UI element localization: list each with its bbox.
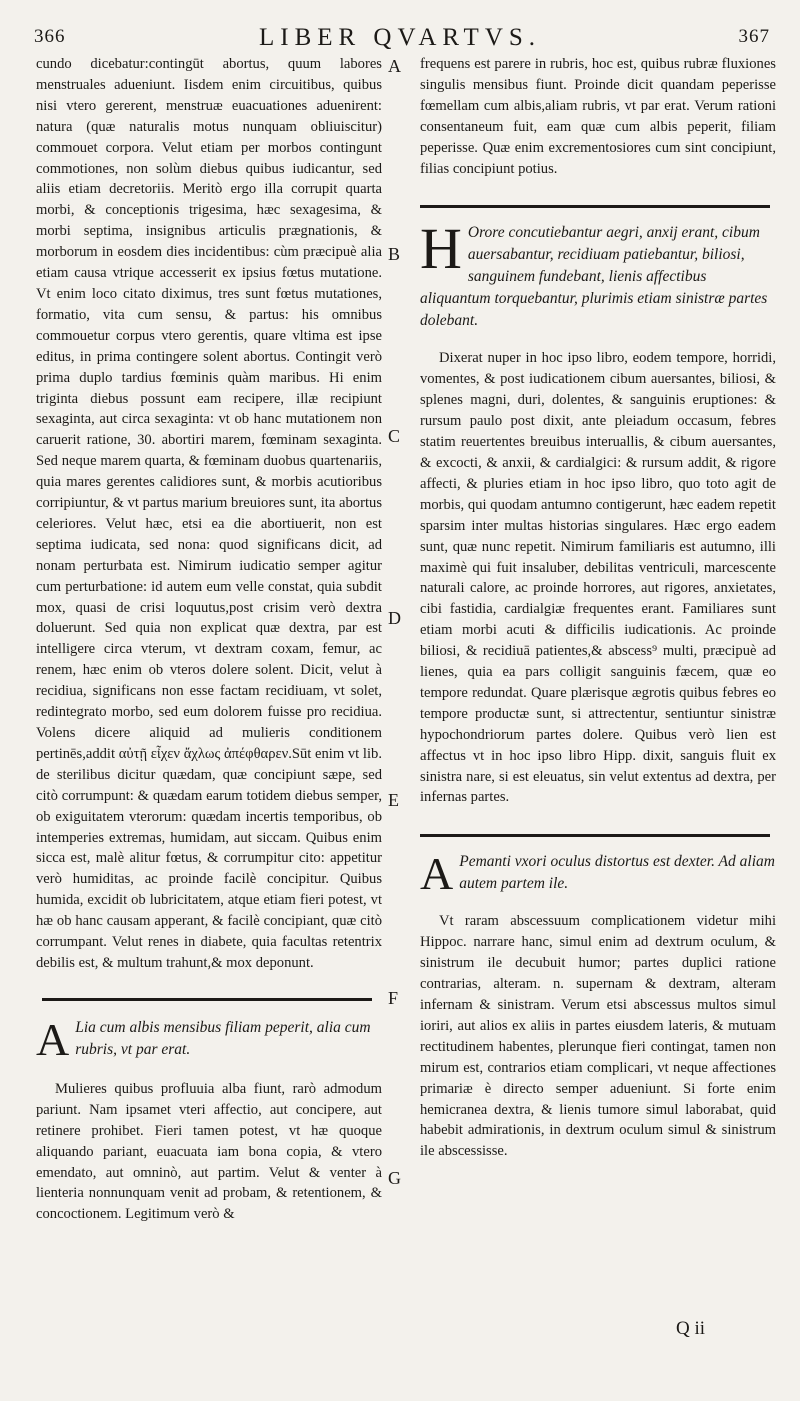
margin-marker-b: B: [388, 244, 401, 264]
drop-cap: A: [420, 848, 454, 900]
margin-marker-g: G: [388, 1168, 401, 1188]
section-divider-right-2: [420, 834, 770, 837]
right-page-number: 367: [738, 26, 770, 47]
heading-text: Orore concutiebantur aegri, anxij erant, cibum auersabantur, recidiuam patiebantur, biliosi, sanguinem fundebant, lienis affectibus aliquantum torquebantur, plurimis etiam sinistræ partes dolebant.: [420, 224, 768, 330]
right-column: [420, 54, 776, 1162]
running-title: LIBER QVARTVS.: [258, 24, 542, 51]
heading-apemanti: [420, 848, 776, 900]
left-page-number: 366: [34, 26, 66, 47]
left-paragraph-1: cundo dicebatur:contingūt abortus, quum labores menstruales adueniunt. Iisdem enim circuitibus, quibus nisi vtero gererent, menstruæ euacuationes aduenirent: natura (quæ naturalis motus nunquam obliuiscitur) commouet corpora. Velut etiam per morbos contingunt commotiones, non solùm diebus quibus iudicantur, sed aliis etiam decretoriis. Meritò ergo illa corrupit quarta morbi, & conceptionis trigesima, hæc sexagesima, & morbi septima, insignibus articulis prægnationis, & morborum in eosdem dies incidentibus: cùm præcipuè alia etiam causa vtrique accesserit ex ipsius fœtus mutatione. Vt enim loco citato diximus, tres sunt fœtus mutationes, formatio, vita cum sensu, & partus: his omnibus commouetur corpus vtero gerentis, quare vltima est ipse editus, in prima contingere solent abortus. Contingit verò prima duplo tardius fœminis quàm maribus. Hi enim triginta diebus possunt eam recipere, illæ recipiunt sexaginta, aut circa sexaginta: vt ob hanc mutationem non caruerit ratione, 30. abortiri marem, fœminam sexaginta. Sed neque marem quarta, & fœminam duobus quartenariis, quia mares gerentes calidiores sunt, & morbis acutioribus corripiuntur, & vt partus marium breuiores sunt, ita abortus celeriores. Velut hæc, etsi ea die abortiuerit, non est septima iudicata, sed nona: quod significans dicit, ad nonam perturbata est. Nimirum iudicatio semper agitur cum perturbatione: id autem eum velle constat, quia subdit mox, quasi de crisi loquutus,post crisim verò dextra doluerunt. Sed quia non explicat quæ dextra, par est intelligere circa vterum, vt dextram coxam, femur, ac renem, hæc enim ob vteros dolere solent. Dicit, velut à recidiua, significans non esse factam recidiuam, vt solet, redintegrato morbo, sed eum dolorem fuisse pro recidiua. Volens dicere aliquid ad mulieris conditionem pertinēs,addit αὐτῇ εἶχεν ἄχλως ἀπέφθαρεν.Sūt enim vt lib. de sterilibus dicitur quædam, quæ concipiunt sæpe, sed citò corrumpunt: & quædam earum totidem diebus semper, ob exiguitatem vterorum: quædam incertis temporibus, ob intemperies extremas, humidam, aut siccam. Quibus enim sicca est, malè alitur fœtus, & corrumpitur cito: appetitur verò humiditas, ac proinde facilè concipitur. Quibus humida, excidit ob lubricitatem, atque etiam fieri potest, vt hæ ob hanc causam apperant, & facilè concipiant, quæ citò corrumpant. Velut renes in diabete, quia facultas retentrix debilis est, & multum trahunt,& mox deponunt.: [36, 56, 382, 971]
margin-marker-e: E: [388, 790, 399, 810]
left-paragraph-2: Mulieres quibus profluuia alba fiunt, rarò admodum pariunt. Nam ipsamet vteri affectio, aut concipere, aut retinere prohibet. Fieri tamen potest, vt hæ quoque aliquando pariant, euacuata iam bona copia, & vtero emendato, aut omninò, aut partim. Velut & venter à lienteria nonnunquam venit ad probam, & retentionem, & concoctionem. Legitimum verò &: [36, 1080, 382, 1223]
margin-marker-c: C: [388, 426, 401, 446]
signature-mark: Q ii: [676, 1318, 706, 1339]
right-paragraph-3: Vt raram abscessuum complicationem videtur mihi Hippoc. narrare hanc, simul enim ad dextrum oculum, & sinistrum ile decubuit humor; partes duplici ratione contrarias, alteram. n. supernam & dextram, alteram infernam & sinistram. Verum etsi abscessus multos simul ioriri, aut alios ex aliis in partes eiusdem lateris, & mutuam rectitudinem habentes, plerunque fieri contingat, tamen non mirum est, contrarios etiam complicari, vt neque affectiones primariæ è directo semper adueniunt. Si forte enim hemicranea dextra, & lienis tumore simul laborabat, quid habebit admirationis, in dextrum oculum simul & sinistrum ile abscessisse.: [420, 913, 776, 1160]
drop-cap: H: [420, 216, 462, 282]
section-divider-right-1: [420, 205, 770, 208]
heading-text: Pemanti vxori oculus distortus est dexter. Ad aliam autem partem ile.: [459, 853, 775, 893]
margin-marker-a: A: [388, 56, 401, 76]
margin-marker-d: D: [388, 608, 401, 628]
heading-text: Lia cum albis mensibus filiam peperit, alia cum rubris, vt par erat.: [75, 1018, 371, 1058]
margin-marker-f: F: [388, 988, 399, 1008]
right-paragraph-1: frequens est parere in rubris, hoc est, quibus rubræ fluxiones singulis mensibus fiunt. Proinde dicit quandam peperisse fœmellam cum albis,aliam rubris, vt par erat. Verum rationi consentaneum fuit, eam quæ cum albis peperit, filiam peperisse. Quæ enim excrementosiores cum sint concipiunt, filias concipiunt potius.: [420, 56, 776, 177]
drop-cap: A: [36, 1013, 70, 1065]
left-column: [36, 54, 382, 1225]
running-header: [0, 24, 800, 54]
heading-horrore: [420, 216, 776, 332]
heading-alia-cum-albis: [36, 1013, 382, 1065]
section-divider-left: [42, 998, 372, 1001]
right-paragraph-2: Dixerat nuper in hoc ipso libro, eodem tempore, horridi, vomentes, & post iudicationem cibum auersantes, biliosi, & splenes magni, duri, dolentes, & sanguinis eruptiones: & rursum paulo post dixit, ante pleiadum occasum, febres statim reuertentes breuibus interuallis, & cibum auersantes, & excocti, & anxii, & cardialgici: & rursum addit, & rigore affecti, & pluries etiam in hoc ipso libro, quo toto agit de morbis, qui quodam antumno contigerunt, hæc eadem repetit sparsim inter multas historias singulares. Hæc ergo eadem sunt, quæ nunc repetit. Nimirum familiaris est autumno, illi maximè qui fuit insaluber, debilitas ventriculi, marcescente naturali calore, ac proinde horrores, aut rigores, anxietates, cibi fastidia, cardialgiæ frequentes erant. Familiares sunt etiam morbi acuti & difficilis iudicationis. Ac proinde biliosi, & recidiuā patientes,& abscess⁹ multi, præcipuè ad lienes, quia ea pars colligit sanguinis fæcem, quæ eo tempore redundat. Quare plærisque ægrotis quibus febres eo tempore productæ sunt, si attrectentur, sentiuntur sinistræ hypochondriorum partes dolere. Quibus verò lien est affectus vt in hoc ipso libro Hipp. dixit, sanguis fluit ex sinistra nare, si est eleuatus, sin velut extentus ad dextra, per infernas partes.: [420, 350, 776, 806]
